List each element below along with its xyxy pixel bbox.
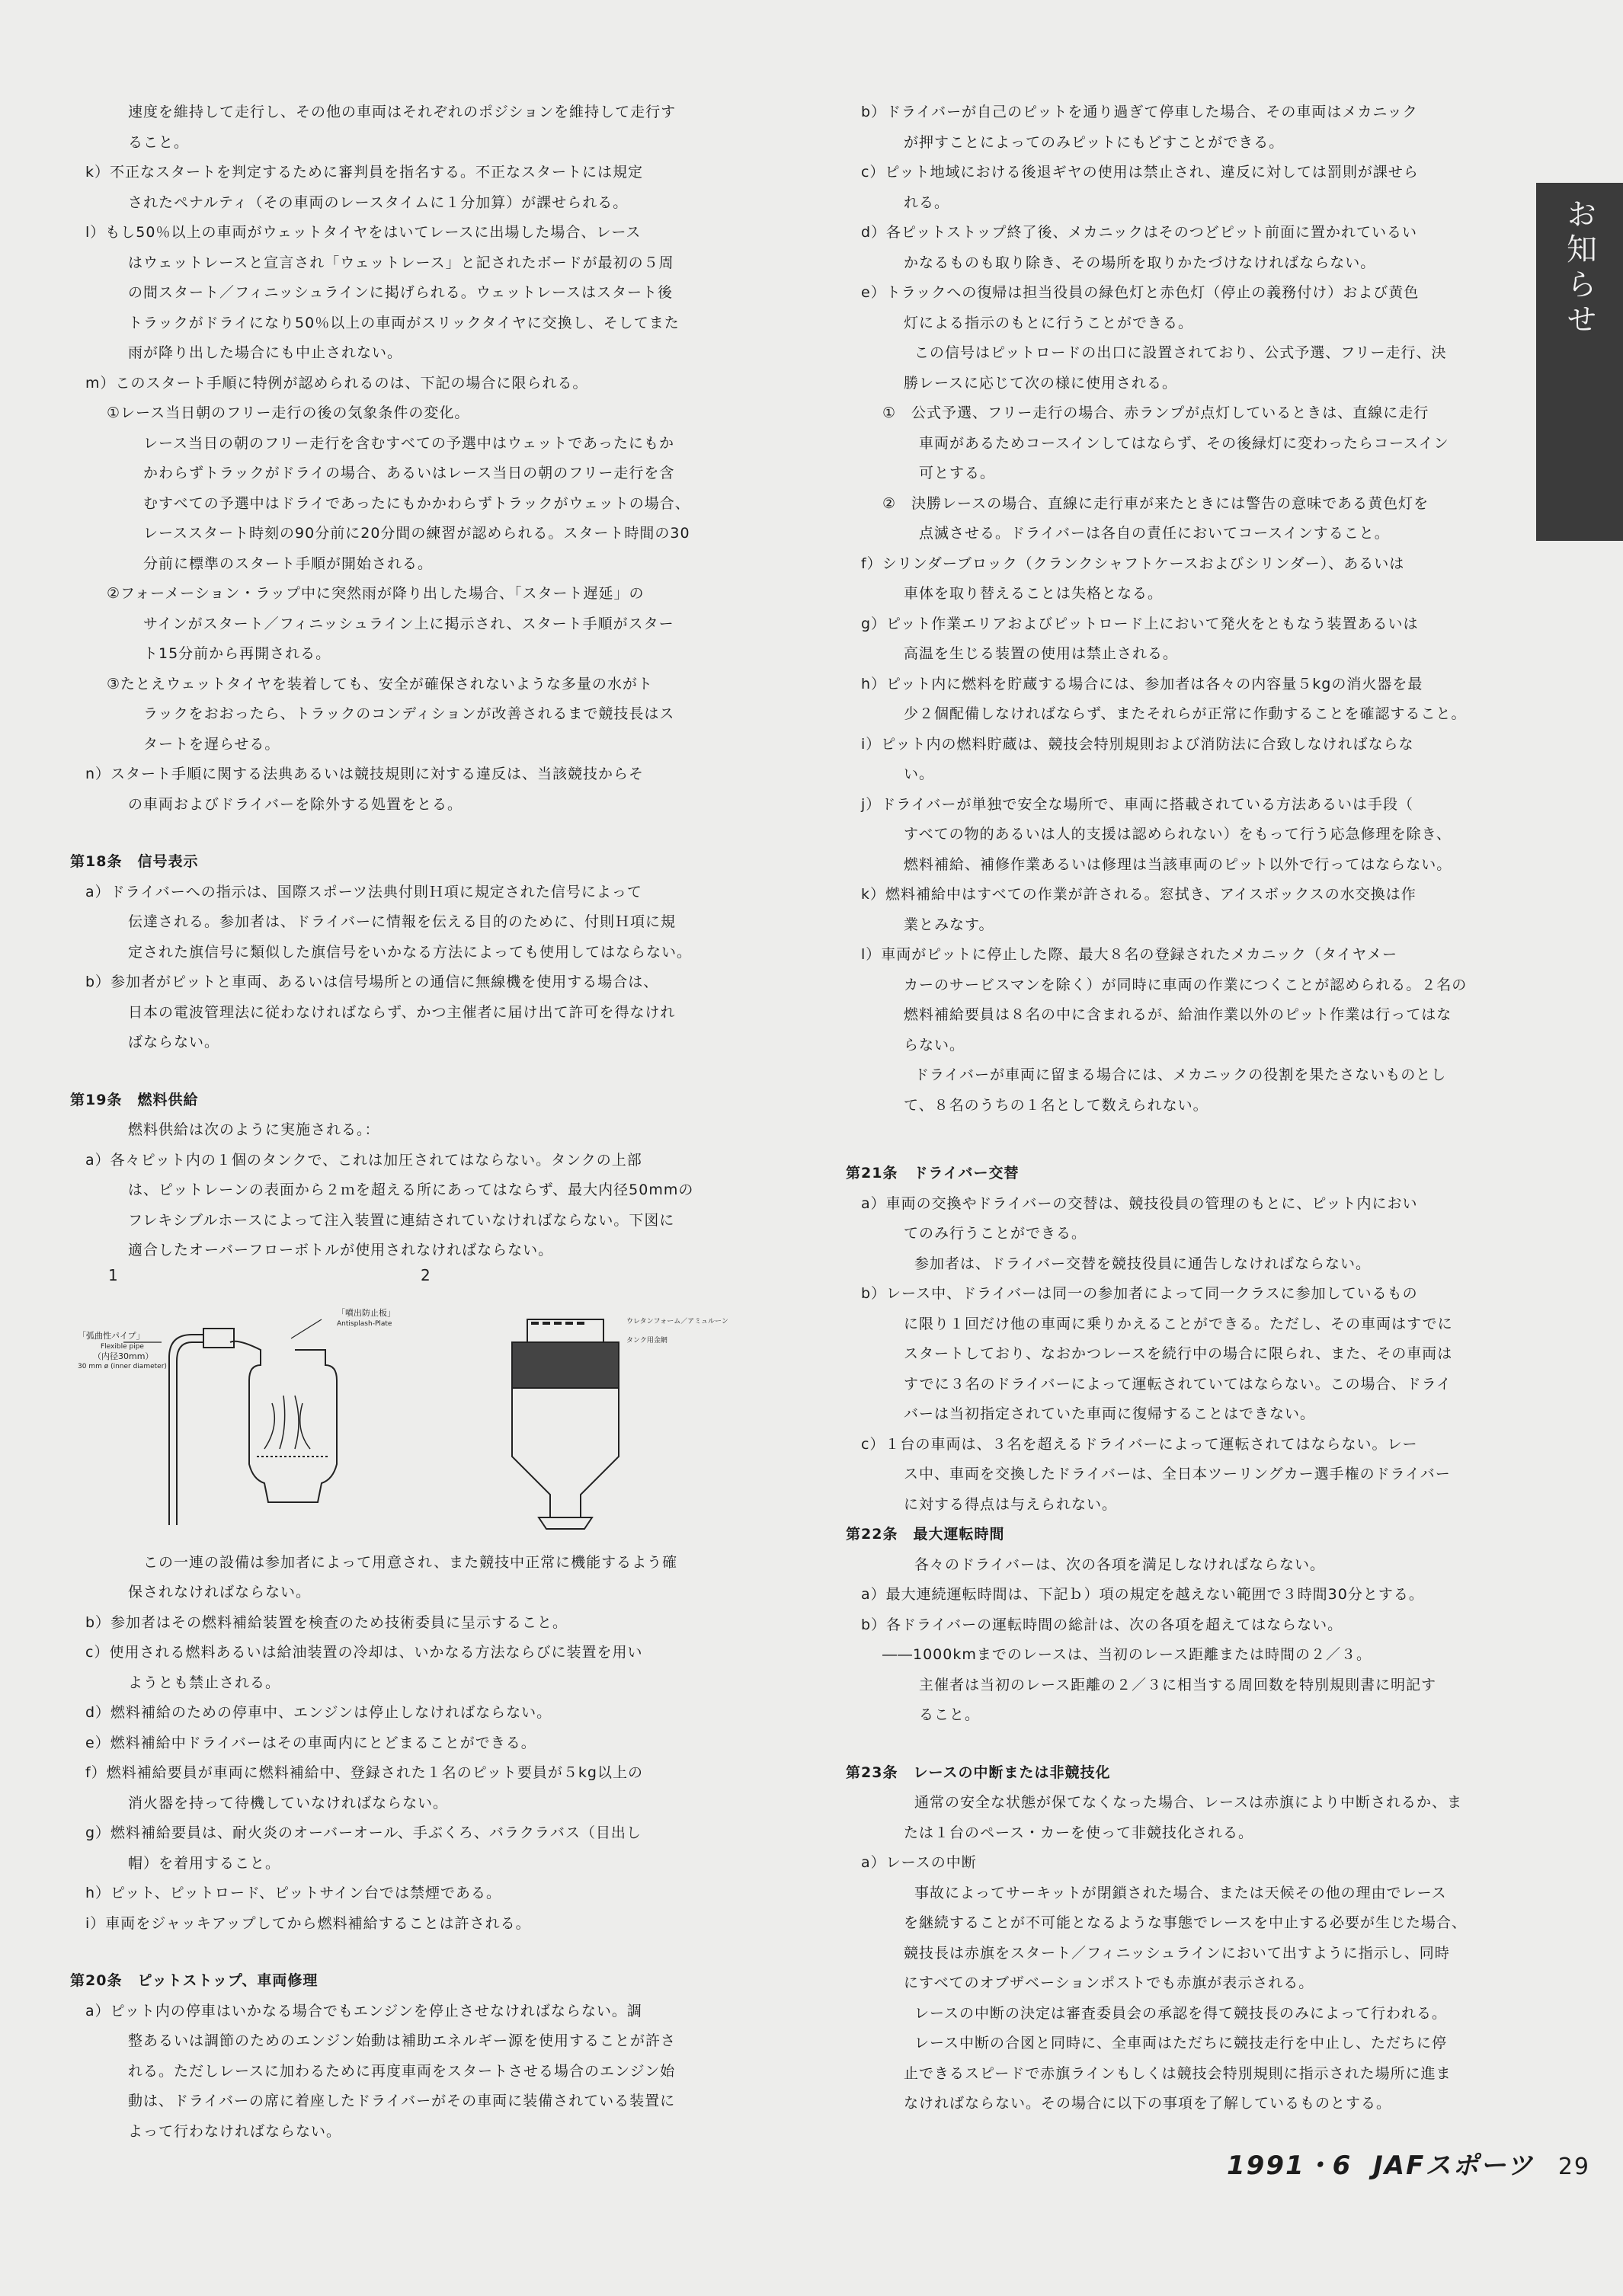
text-line: ばならない。 bbox=[128, 1034, 220, 1050]
footer-magazine: JAFスポーツ bbox=[1373, 2151, 1534, 2181]
text-line: n）スタート手順に関する法典あるいは競技規則に対する違反は、当該競技からそ bbox=[85, 766, 645, 782]
figure-label-1: 1 bbox=[108, 1265, 118, 1284]
section-heading: 第18条 信号表示 bbox=[70, 853, 199, 870]
text-line: l）もし50％以上の車両がウェットタイヤをはいてレースに出場した場合、レース bbox=[85, 224, 642, 241]
text-line: 各々のドライバーは、次の各項を満足しなければならない。 bbox=[914, 1556, 1326, 1573]
text-line: g）ピット作業エリアおよびピットロード上において発火をともなう装置あるいは bbox=[861, 615, 1419, 632]
text-line: らない。 bbox=[904, 1036, 965, 1054]
text-line: レース中断の合図と同時に、全車両はただちに競技走行を中止し、ただちに停 bbox=[914, 2035, 1448, 2051]
text-line: 速度を維持して走行し、その他の車両はそれぞれのポジションを維持して走行す bbox=[128, 104, 677, 120]
text-line: てのみ行うことができる。 bbox=[904, 1225, 1087, 1242]
text-line: g）燃料補給要員は、耐火炎のオーバーオール、手ぶくろ、バラクラバス（目出し bbox=[85, 1824, 642, 1841]
text-line: 車両があるためコースインしてはならず、その後緑灯に変わったらコースイン bbox=[919, 434, 1449, 452]
text-line: a）レースの中断 bbox=[861, 1854, 977, 1871]
text-line: トラックがドライになり50％以上の車両がスリックタイヤに交換し、そしてまた bbox=[128, 314, 680, 331]
text-line: e）燃料補給中ドライバーはその車両内にとどまることができる。 bbox=[85, 1734, 536, 1751]
text-line: に対する得点は与えられない。 bbox=[904, 1495, 1118, 1513]
text-line: b）各ドライバーの運転時間の総計は、次の各項を超えてはならない。 bbox=[861, 1616, 1343, 1633]
text-line: 可とする。 bbox=[919, 465, 996, 481]
text-line: カーのサービスマンを除く）が同時に車両の作業につくことが認められる。２名の bbox=[904, 976, 1468, 993]
text-line: サインがスタート／フィニッシュライン上に掲示され、スタート手順がスター bbox=[143, 615, 674, 632]
text-line: 点滅させる。ドライバーは各自の責任においてコースインすること。 bbox=[919, 525, 1390, 542]
text-line: 勝レースに応じて次の様に使用される。 bbox=[904, 374, 1178, 392]
text-line: にすべてのオブザベーションポストでも赤旗が表示される。 bbox=[904, 1975, 1314, 1991]
text-line: 伝達される。参加者は、ドライバーに情報を伝える目的のために、付則Ｈ項に規 bbox=[128, 913, 677, 930]
text-line: 燃料供給は次のように実施される。： bbox=[128, 1121, 380, 1138]
right-column bbox=[846, 98, 1516, 2119]
text-line: b）参加者はその燃料補給装置を検査のため技術委員に呈示すること。 bbox=[85, 1613, 568, 1631]
text-line: すでに３名のドライバーによって運転されていてはならない。この場合、ドライ bbox=[904, 1375, 1452, 1393]
text-line: はウェットレースと宣言され「ウェットレース」と記されたボードが最初の５周 bbox=[128, 254, 674, 271]
fig1-annotation-5: （内径30mm） bbox=[93, 1351, 154, 1361]
fig1-annotation-1: 「噴出防止板」 bbox=[337, 1307, 395, 1318]
spacer bbox=[70, 820, 763, 847]
text-line: c）使用される燃料あるいは給油装置の冷却は、いかなる方法ならびに装置を用い bbox=[85, 1644, 643, 1661]
text-line: 業とみなす。 bbox=[904, 916, 994, 933]
spacer bbox=[846, 1148, 1516, 1159]
section-heading: 第20条 ピットストップ、車両修理 bbox=[70, 1972, 319, 1989]
text-line: 車体を取り替えることは失格となる。 bbox=[904, 585, 1164, 602]
text-line: f）シリンダーブロック（クランクシャフトケースおよびシリンダー）、あるいは bbox=[861, 555, 1405, 572]
section-tab-label: お知らせ bbox=[1561, 198, 1597, 338]
text-line: a）ドライバーへの指示は、国際スポーツ法典付則Ｈ項に規定された信号によって bbox=[85, 883, 642, 900]
text-line: バーは当初指定されていた車両に復帰することはできない。 bbox=[904, 1405, 1316, 1422]
text-line: h）ピット、ピットロード、ピットサイン台では禁煙である。 bbox=[85, 1885, 502, 1901]
text-line: 通常の安全な状態が保てなくなった場合、レースは赤旗により中断されるか、ま bbox=[914, 1794, 1463, 1811]
text-line: k）燃料補給中はすべての作業が許される。窓拭き、アイスボックスの水交換は作 bbox=[861, 886, 1417, 903]
text-line: 雨が降り出した場合にも中止されない。 bbox=[128, 344, 403, 361]
text-line: a）車両の交換やドライバーの交替は、競技役員の管理のもとに、ピット内におい bbox=[861, 1194, 1418, 1212]
text-line: たは１台のペース・カーを使って非競技化される。 bbox=[904, 1824, 1254, 1841]
text-line: d）燃料補給のための停車中、エンジンは停止しなければならない。 bbox=[85, 1704, 552, 1721]
spacer bbox=[70, 1939, 763, 1966]
text-line: e）トラックへの復帰は担当役員の緑色灯と赤色灯（停止の義務付け）および黄色 bbox=[861, 284, 1420, 301]
text-line: b）参加者がピットと車両、あるいは信号場所との通信に無線機を使用する場合は、 bbox=[85, 974, 659, 990]
text-line: f）燃料補給要員が車両に燃料補給中、登録された１名のピット要員が５kg以上の bbox=[85, 1764, 643, 1781]
text-line: i）ピット内の燃料貯蔵は、競技会特別規則および消防法に合致しなければならな bbox=[861, 735, 1414, 753]
text-line: が押すことによってのみピットにもどすことができる。 bbox=[904, 133, 1285, 151]
spacer bbox=[846, 1731, 1516, 1758]
text-line: ――1000kmまでのレースは、当初のレース距離または時間の２／３。 bbox=[882, 1646, 1372, 1663]
text-line: ト15分前から再開される。 bbox=[143, 645, 331, 662]
section-heading: 第23条 レースの中断または非競技化 bbox=[846, 1764, 1111, 1781]
fig1-annotation-3: 「弧曲性パイプ」 bbox=[78, 1330, 145, 1341]
text-line: 少２個配備しなければならず、またそれらが正常に作動することを確認すること。 bbox=[904, 705, 1467, 722]
page-footer bbox=[1227, 2144, 1590, 2182]
text-line: むすべての予選中はドライであったにもかかわらずトラックがウェットの場合、 bbox=[143, 494, 690, 512]
text-line: 保されなければならない。 bbox=[128, 1584, 312, 1600]
text-line: 燃料補給、補修作業あるいは修理は当該車両のピット以外で行ってはならない。 bbox=[904, 855, 1452, 873]
text-line: 燃料補給要員は８名の中に含まれるが、給油作業以外のピット作業は行ってはな bbox=[904, 1006, 1452, 1023]
text-line: れる。 bbox=[904, 193, 950, 211]
text-line: この一連の設備は参加者によって用意され、また競技中正常に機能するよう確 bbox=[128, 1553, 678, 1571]
text-line: 事故によってサーキットが閉鎖された場合、または天候その他の理由でレース bbox=[914, 1884, 1447, 1901]
text-line: 定された旗信号に類似した旗信号をいかなる方法によっても使用してはならない。 bbox=[128, 943, 693, 961]
left-column bbox=[70, 98, 763, 2147]
text-line: j）ドライバーが単独で安全な場所で、車両に搭載されている方法あるいは手段（ bbox=[861, 795, 1413, 813]
overflow-bottle-diagram bbox=[70, 1297, 763, 1548]
section-heading: 第21条 ドライバー交替 bbox=[846, 1165, 1020, 1182]
text-line: 動は、ドライバーの席に着座したドライバーがその車両に装備されている装置に bbox=[128, 2093, 676, 2109]
text-line: h）ピット内に燃料を貯蔵する場合には、参加者は各々の内容量５kgの消火器を最 bbox=[861, 675, 1423, 692]
figure-2-drawing bbox=[512, 1319, 619, 1529]
page-number: 29 bbox=[1557, 2154, 1591, 2180]
text-line: 灯による指示のもとに行うことができる。 bbox=[904, 314, 1194, 331]
section-tab bbox=[1536, 183, 1623, 541]
text-line: レースの中断の決定は審査委員会の承認を得て競技長のみによって行われる。 bbox=[914, 2004, 1448, 2022]
fig1-annotation-2: Antisplash-Plate bbox=[337, 1319, 392, 1328]
text-line: i）車両をジャッキアップしてから燃料補給することは許される。 bbox=[85, 1914, 531, 1932]
text-line: 高温を生じる装置の使用は禁止される。 bbox=[904, 645, 1179, 662]
text-line: よって行わなければならない。 bbox=[128, 2122, 342, 2140]
text-line: 帽）を着用すること。 bbox=[128, 1854, 281, 1872]
text-line: の間スタート／フィニッシュラインに掲げられる。ウェットレースはスタート後 bbox=[128, 284, 674, 301]
text-line: ラックをおおったら、トラックのコンディションが改善されるまで競技長はス bbox=[143, 705, 675, 722]
text-line: 主催者は当初のレース距離の２／３に相当する周回数を特別規則書に明記す bbox=[919, 1676, 1437, 1693]
text-line: この信号はピットロードの出口に設置されており、公式予選、フリー走行、決 bbox=[914, 344, 1447, 361]
text-line: ①レース当日朝のフリー走行の後の気象条件の変化。 bbox=[107, 405, 470, 421]
text-line: ドライバーが車両に留まる場合には、メカニックの役割を果たさないものとし bbox=[914, 1066, 1447, 1083]
text-line: a）ピット内の停車はいかなる場合でもエンジンを停止させなければならない。調 bbox=[85, 2002, 642, 2019]
text-line: 止できるスピードで赤旗ラインもしくは競技会特別規則に指示された場所に進ま bbox=[904, 2064, 1452, 2082]
fig1-annotation-4: Flexible pipe bbox=[101, 1342, 144, 1351]
text-line: なければならない。その場合に以下の事項を了解しているものとする。 bbox=[904, 2095, 1392, 2112]
text-line: 消火器を持って待機していなければならない。 bbox=[128, 1794, 449, 1812]
section-heading: 第19条 燃料供給 bbox=[70, 1091, 199, 1108]
text-line: c）１台の車両は、３名を超えるドライバーによって運転されてはならない。レー bbox=[861, 1435, 1418, 1453]
text-line: 整あるいは調節のためのエンジン始動は補助エネルギー源を使用することが許さ bbox=[128, 2032, 677, 2049]
text-line: ③たとえウェットタイヤを装着しても、安全が確保されないような多量の水がト bbox=[107, 675, 653, 692]
text-line: に限り１回だけ他の車両に乗りかえることができる。ただし、その車両はすでに bbox=[904, 1315, 1453, 1332]
text-line: ス中、車両を交換したドライバーは、全日本ツーリングカー選手権のドライバー bbox=[904, 1466, 1451, 1482]
text-line: 適合したオーバーフローボトルが使用されなければならない。 bbox=[128, 1242, 554, 1258]
text-line: ようとも禁止される。 bbox=[128, 1674, 281, 1691]
text-line: ②フォーメーション・ラップ中に突然雨が降り出した場合、「スタート遅延」の bbox=[107, 585, 645, 602]
text-line: を継続することが不可能となるような事態でレースを中止する必要が生じた場合、 bbox=[904, 1914, 1468, 1931]
text-line: 競技長は赤旗をスタート／フィニッシュラインにおいて出すように指示し、同時 bbox=[904, 1944, 1450, 1962]
text-line: タートを遅らせる。 bbox=[143, 735, 280, 753]
fig2-annotation-1: ウレタンフォーム／アミュルーン bbox=[626, 1317, 728, 1325]
text-line: a）最大連続運転時間は、下記ｂ）項の規定を越えない範囲で３時間30分とする。 bbox=[861, 1586, 1424, 1603]
fig1-annotation-6: 30 mm ø (inner diameter) bbox=[78, 1362, 167, 1370]
text-line: b）ドライバーが自己のピットを通り過ぎて停車した場合、その車両はメカニック bbox=[861, 104, 1418, 120]
text-line: されたペナルティ（その車両のレースタイムに１分加算）が課せられる。 bbox=[128, 193, 629, 211]
footer-issue: 1991・6 bbox=[1227, 2151, 1352, 2181]
figure-labels bbox=[70, 1266, 763, 1297]
text-line: レーススタート時刻の90分前に20分間の練習が認められる。スタート時間の30 bbox=[143, 525, 690, 542]
text-line: かなるものも取り除き、その場所を取りかたづけなければならない。 bbox=[904, 254, 1376, 271]
text-line: かわらずトラックがドライの場合、あるいはレース当日の朝のフリー走行を含 bbox=[143, 465, 675, 481]
text-line: すべての物的あるいは人的支援は認められない）をもって行う応急修理を除き、 bbox=[904, 826, 1452, 843]
text-line: b）レース中、ドライバーは同一の参加者によって同一クラスに参加しているもの bbox=[861, 1285, 1418, 1302]
text-line: ② 決勝レースの場合、直線に走行車が来たときには警告の意味である黄色灯を bbox=[882, 494, 1429, 512]
figure-1-drawing bbox=[123, 1319, 337, 1525]
text-line: l）車両がピットに停止した際、最大８名の登録されたメカニック（タイヤメー bbox=[861, 946, 1398, 963]
text-line: て、８名のうちの１名として数えられない。 bbox=[904, 1096, 1208, 1114]
text-line: d）各ピットストップ終了後、メカニックはそのつどピット前面に置かれているい bbox=[861, 224, 1418, 241]
text-line: れる。ただしレースに加わるために再度車両をスタートさせる場合のエンジン始 bbox=[128, 2062, 676, 2080]
overflow-bottle-figure bbox=[70, 1297, 763, 1548]
left-text-block-1 bbox=[70, 98, 763, 1266]
spacer bbox=[846, 1121, 1516, 1148]
text-line: レース当日の朝のフリー走行を含むすべての予選中はウェットであったにもか bbox=[143, 434, 674, 452]
right-text-block bbox=[846, 98, 1516, 2119]
section-heading: 第22条 最大運転時間 bbox=[846, 1526, 1005, 1543]
left-text-block-2 bbox=[70, 1548, 763, 2147]
text-line: は、ピットレーンの表面から２ｍを超える所にあってはならず、最大内径50mmの bbox=[128, 1182, 694, 1198]
text-line: ① 公式予選、フリー走行の場合、赤ランプが点灯しているときは、直線に走行 bbox=[882, 405, 1429, 421]
text-line: 分前に標準のスタート手順が開始される。 bbox=[143, 555, 434, 572]
text-line: フレキシブルホースによって注入装置に連結されていなければならない。下図に bbox=[128, 1211, 675, 1229]
text-line: 日本の電波管理法に従わなければならず、かつ主催者に届け出て許可を得なけれ bbox=[128, 1003, 676, 1021]
fig2-annotation-2: タンク用金網 bbox=[626, 1336, 667, 1345]
text-line: ること。 bbox=[128, 133, 190, 151]
text-line: ること。 bbox=[919, 1706, 981, 1723]
text-line: c）ピット地域における後退ギヤの使用は禁止され、違反に対しては罰則が課せら bbox=[861, 164, 1419, 181]
text-line: m）このスタート手順に特例が認められるのは、下記の場合に限られる。 bbox=[85, 374, 588, 392]
text-line: 参加者は、ドライバー交替を競技役員に通告しなければならない。 bbox=[914, 1255, 1372, 1272]
text-line: k）不正なスタートを判定するために審判員を指名する。不正なスタートには規定 bbox=[85, 164, 644, 181]
figure-label-2: 2 bbox=[421, 1265, 431, 1284]
text-line: a）各々ピット内の１個のタンクで、これは加圧されてはならない。タンクの上部 bbox=[85, 1151, 642, 1169]
text-line: い。 bbox=[904, 766, 935, 782]
text-line: スタートしており、なおかつレースを続行中の場合に限られ、また、その車両は bbox=[904, 1345, 1453, 1362]
spacer bbox=[70, 1058, 763, 1086]
text-line: の車両およびドライバーを除外する処置をとる。 bbox=[128, 795, 463, 813]
